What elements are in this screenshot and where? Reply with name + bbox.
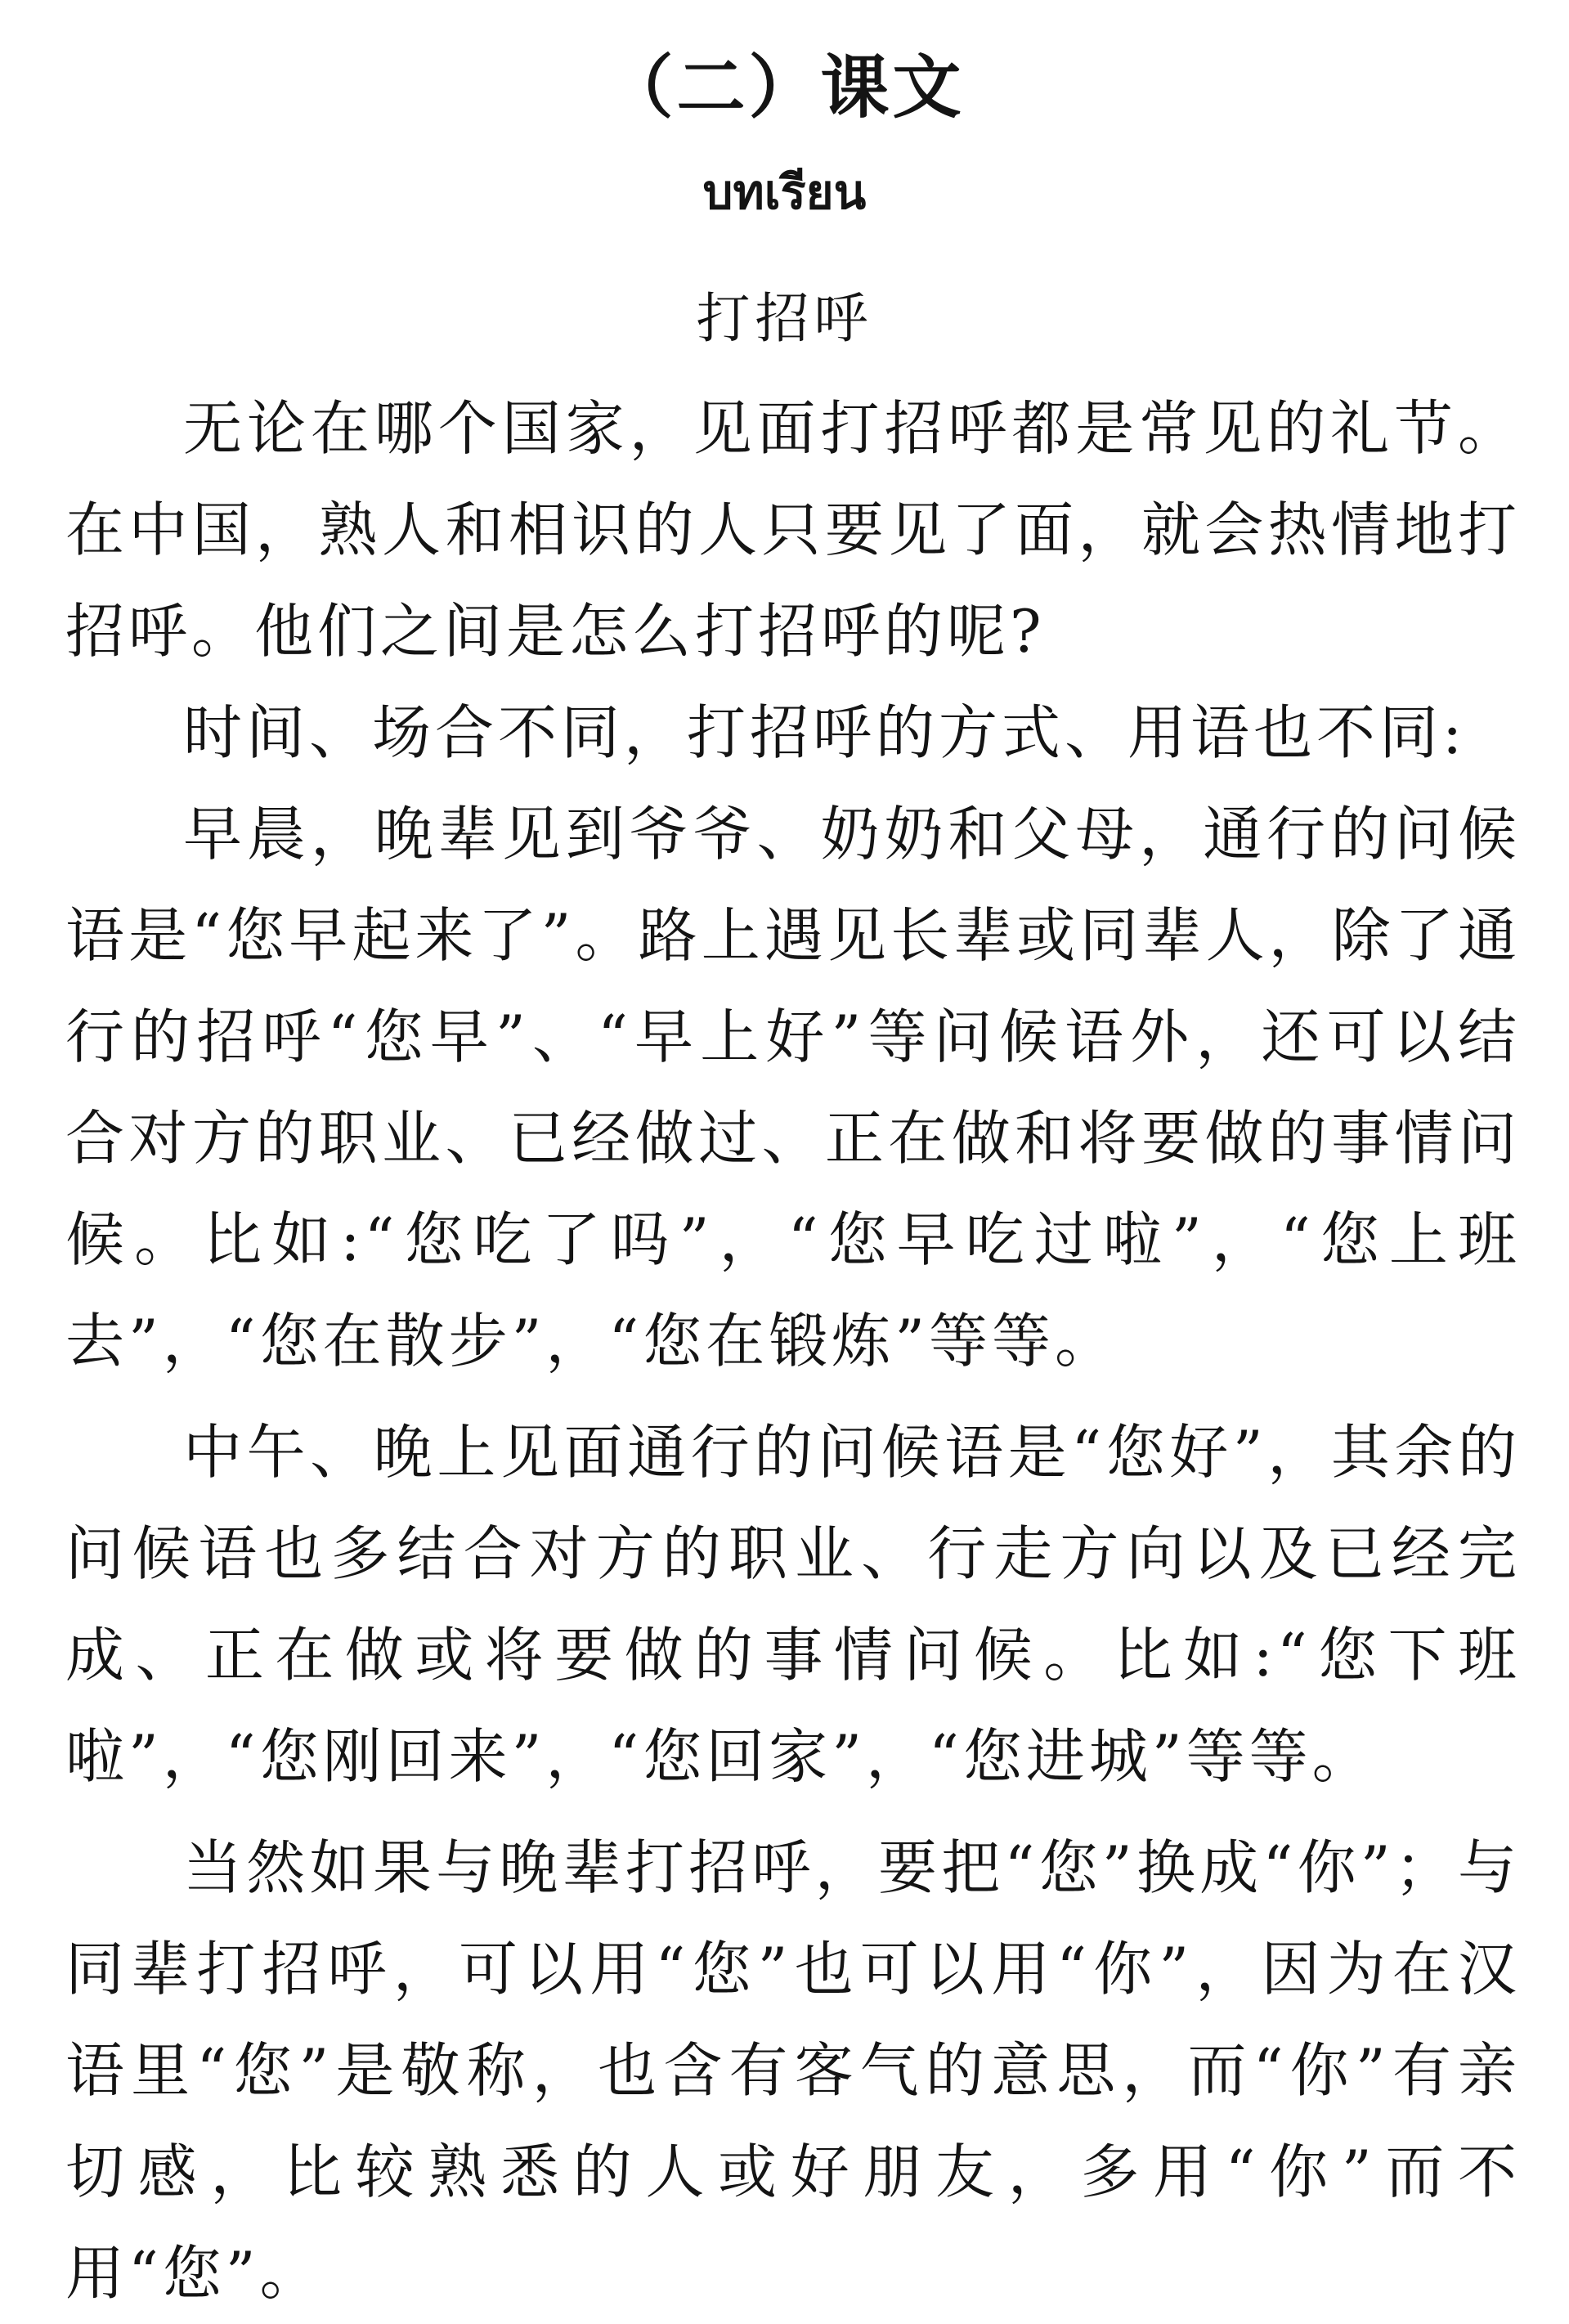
section-title-thai: บทเรียน [702,164,867,220]
lesson-title: 打招呼 [696,287,873,350]
paragraph: 无论在哪个国家，见面打招呼都是常见的礼节。在中国，熟人和相识的人只要见了面，就会热情地打招呼。他们之间是怎么打招呼的呢? [65,394,1521,666]
paragraph: 中午、晚上见面通行的问候语是“您好”，其余的问候语也多结合对方的职业、行走方向以及已经完成、正在做或将要做的事情问候。比如:“您下班啦”，“您刚回来”，“您回家”，“您进城”等等。 [65,1418,1521,1791]
paragraph: 时间、场合不同，打招呼的方式、用语也不同: [183,698,1467,767]
paragraph: 当然如果与晚辈打招呼，要把“您”换成“你”；与同辈打招呼，可以用“您”也可以用“你”，因为在汉语里“您”是敬称，也含有客气的意思，而“你”有亲切感，比较熟悉的人或好朋友，多用“你”而不用“您”。 [65,1833,1521,2308]
lesson-body [65,378,1521,2324]
paragraph: 早晨，晚辈见到爷爷、奶奶和父母，通行的问候语是“您早起来了”。路上遇见长辈或同辈人，除了通行的招呼“您早”、“早上好”等问候语外，还可以结合对方的职业、已经做过、正在做和将要做的事情问候。比如:“您吃了吗”，“您早吃过啦”，“您上班去”，“您在散步”，“您在锻炼”等等。 [65,800,1521,1375]
section-title: （二）课文 [604,47,965,128]
